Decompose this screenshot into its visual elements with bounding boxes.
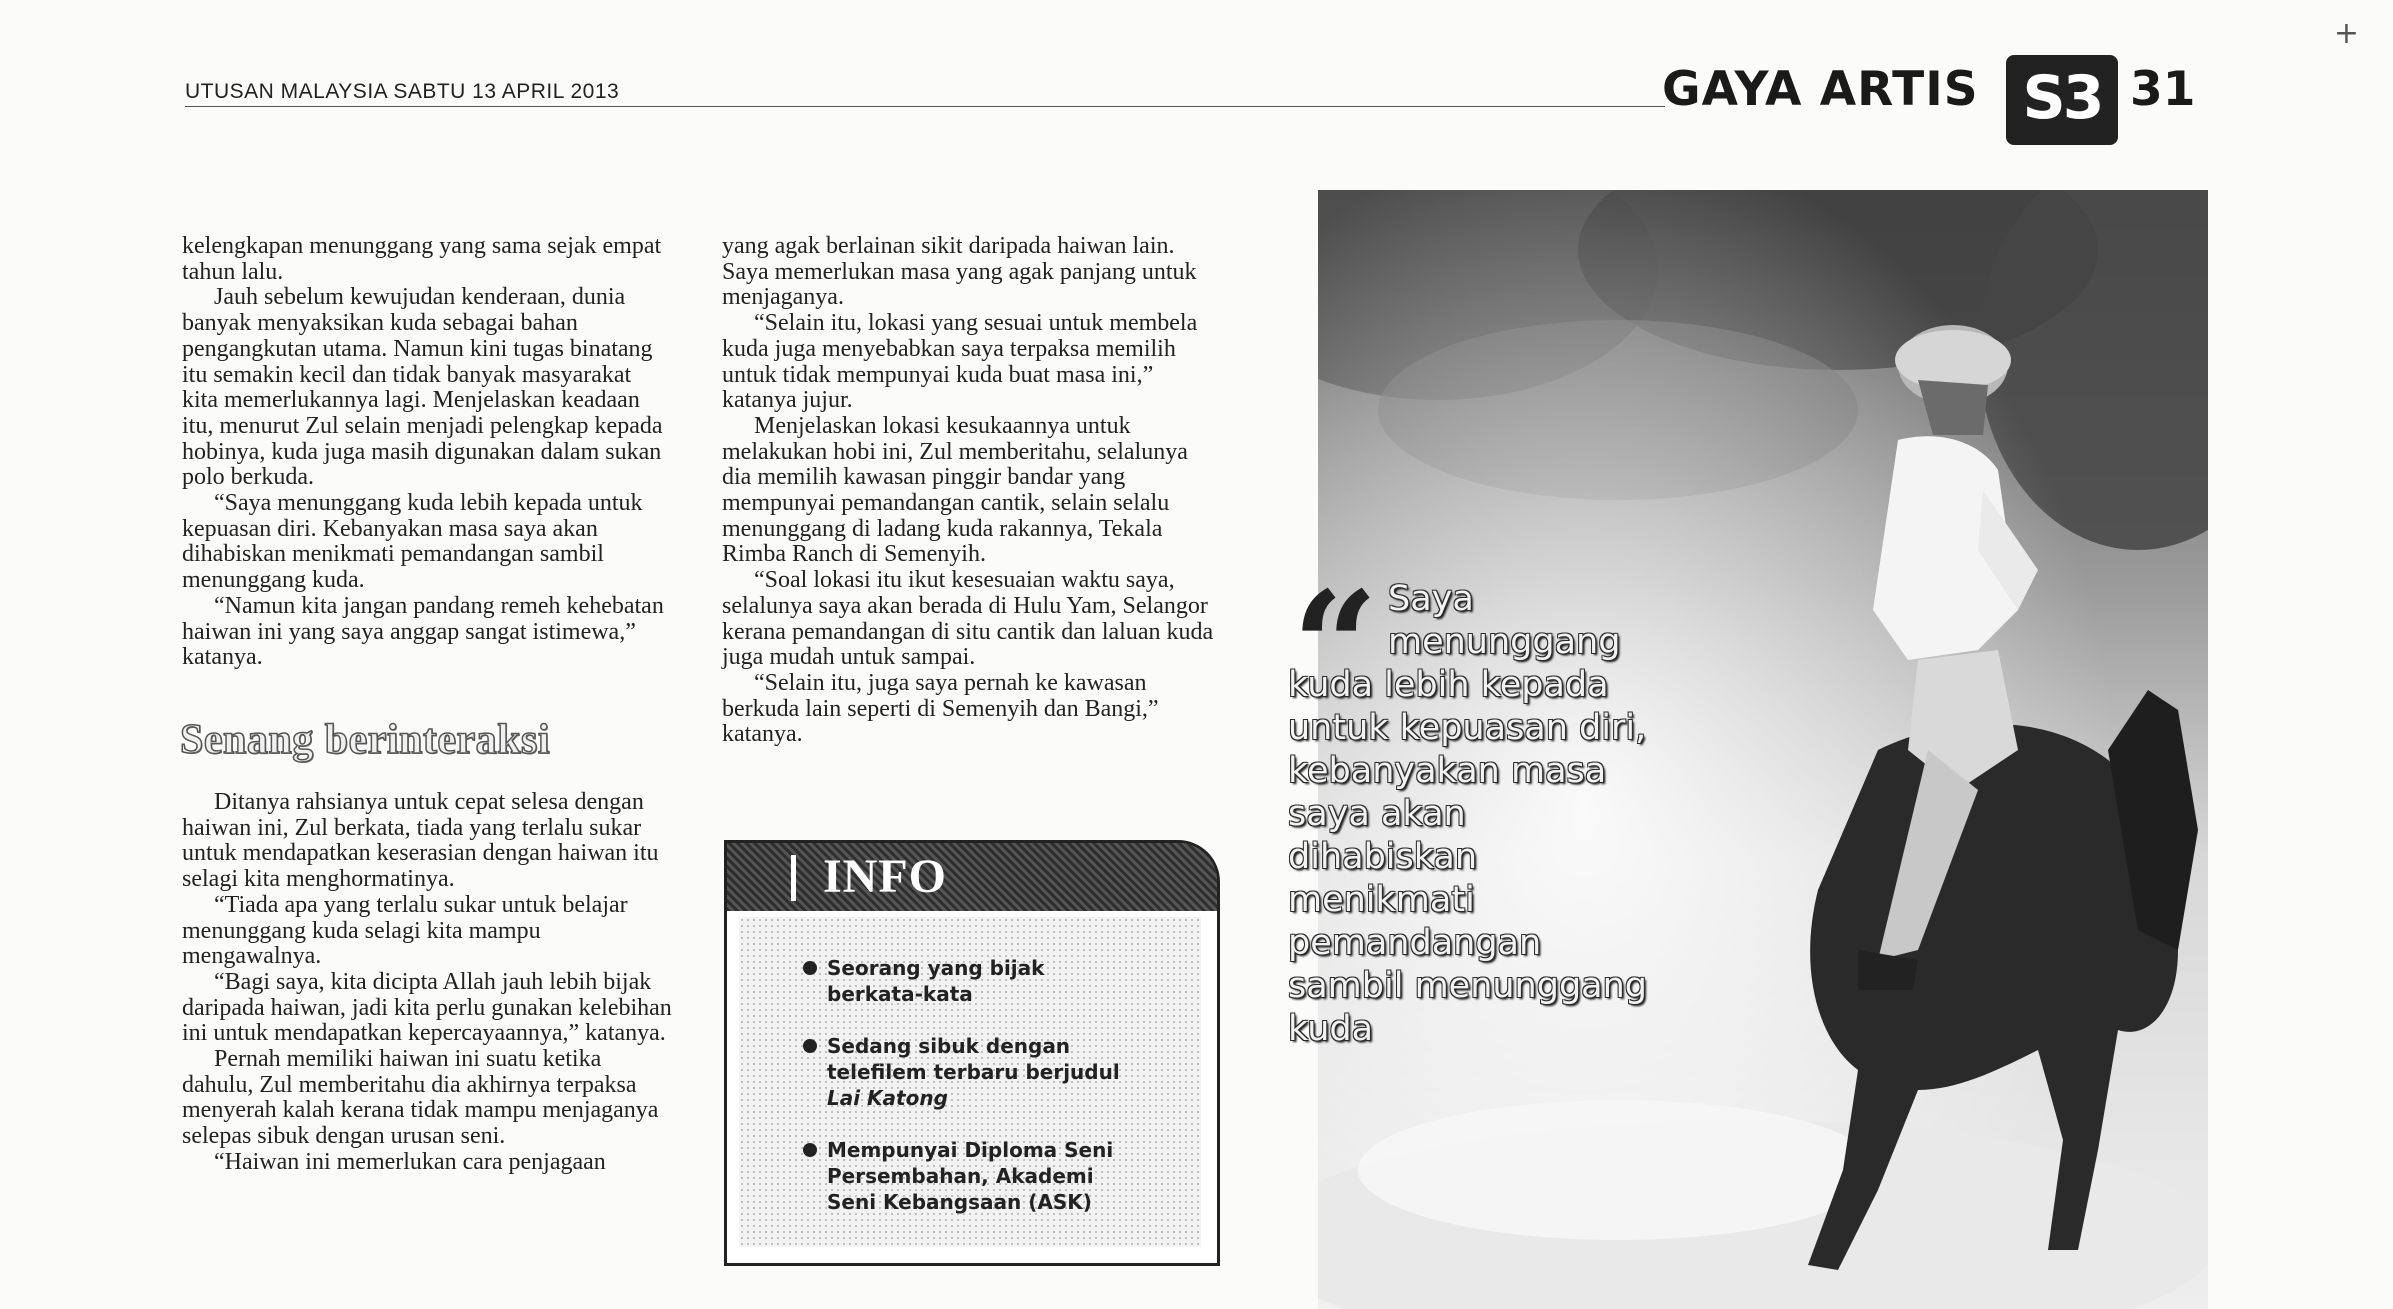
paragraph: Pernah memiliki haiwan ini suatu ketika dahulu, Zul memberitahu dia akhirnya terpaksa menyerah kalah kerana tidak mampu menjaganya selepas sibuk dengan urusan seni.: [182, 1046, 659, 1150]
article-subheading: Senang berinteraksi: [180, 717, 551, 763]
page-number: 31: [2130, 62, 2196, 117]
paragraph: Ditanya rahsianya untuk cepat selesa dengan haiwan ini, Zul berkata, tiada yang terlalu sukar untuk mendapatkan keserasian dengan haiwan itu selagi kita menghormatinya.: [182, 789, 659, 893]
section-title: GAYA ARTIS: [1662, 62, 1979, 117]
paragraph: “Saya menunggang kuda lebih kepada untuk kepuasan diri. Kebanyakan masa saya akan dihabiskan menikmati pemandangan sambil menunggang kuda.: [182, 490, 643, 594]
paragraph: yang agak berlainan sikit daripada haiwan lain. Saya memerlukan masa yang agak panjang untuk menjaganya.: [722, 233, 1197, 311]
info-item-text: Seorang yang bijak berkata-kata: [827, 956, 1045, 1006]
paragraph: “Bagi saya, kita dicipta Allah jauh lebih bijak daripada haiwan, jadi kita perlu gunakan kelebihan ini untuk mendapatkan kepercayaannya,” katanya.: [182, 968, 672, 1047]
paragraph: “Tiada apa yang terlalu sukar untuk belajar menunggang kuda selagi kita mampu mengawalnya.: [182, 891, 628, 970]
info-item-text: Mempunyai Diploma Seni Persembahan, Akademi Seni Kebangsaan (ASK): [827, 1138, 1114, 1214]
info-box: [724, 840, 1220, 1266]
info-title: INFO: [823, 850, 947, 903]
info-header: [727, 843, 1217, 911]
bullet-icon: [803, 1143, 817, 1157]
info-item: [827, 955, 1127, 1007]
bullet-icon: [803, 1039, 817, 1053]
info-item: [827, 1137, 1127, 1215]
paragraph: “Haiwan ini memerlukan cara penjagaan: [214, 1148, 606, 1175]
paragraph: kelengkapan menunggang yang sama sejak empat tahun lalu.: [182, 233, 662, 285]
info-divider: [791, 855, 796, 901]
publication-date: UTUSAN MALAYSIA SABTU 13 APRIL 2013: [185, 80, 620, 103]
pull-quote-text: kuda lebih kepada untuk kepuasan diri, kebanyakan masa saya akan dihabiskan menikmati pemandangan sambil menunggang kuda: [1288, 665, 1648, 1049]
quote-mark-icon: “: [1292, 559, 1379, 735]
article-column-2: [722, 234, 1217, 748]
info-item-text: Sedang sibuk dengan telefilem terbaru berjudul: [827, 1034, 1120, 1084]
bullet-icon: [803, 961, 817, 975]
header-rule: [185, 106, 1665, 107]
paragraph: Menjelaskan lokasi kesukaannya untuk melakukan hobi ini, Zul memberitahu, selalunya dia memilih kawasan pinggir bandar yang mempunyai pemandangan cantik, selain selalu menunggang di ladang kuda rakannya, Tekala Rimba Ranch di Semenyih.: [722, 412, 1188, 568]
registration-mark-icon: +: [2333, 16, 2359, 51]
section-badge: S3: [2006, 55, 2118, 145]
article-column-1: [182, 234, 672, 671]
paragraph: “Soal lokasi itu ikut kesesuaian waktu saya, selalunya saya akan berada di Hulu Yam, Selangor kerana pemandangan di situ cantik dan laluan kuda juga mudah untuk sampai.: [722, 567, 1214, 671]
article-column-1-continued: [182, 790, 672, 1176]
pull-quote-first-line: Saya menunggang: [1388, 579, 1621, 662]
paragraph: “Namun kita jangan pandang remeh kehebatan haiwan ini yang saya anggap sangat istimewa,” katanya.: [182, 592, 664, 671]
paragraph: “Selain itu, lokasi yang sesuai untuk membela kuda juga menyebabkan saya terpaksa memilih untuk tidak mempunyai kuda buat masa ini,” katanya jujur.: [722, 310, 1198, 414]
paragraph: “Selain itu, juga saya pernah ke kawasan berkuda lain seperti di Semenyih dan Bangi,” katanya.: [722, 669, 1159, 748]
paragraph: Jauh sebelum kewujudan kenderaan, dunia banyak menyaksikan kuda sebagai bahan pengangkutan utama. Namun kini tugas binatang itu semakin kecil dan tidak banyak masyarakat kita memerlukannya lagi. Menjelaskan keadaan itu, menurut Zul selain menjadi pelengkap kepada hobinya, kuda juga masih digunakan dalam sukan polo berkuda.: [182, 284, 663, 491]
info-item-italic: Lai Katong: [827, 1086, 948, 1110]
info-item: [827, 1033, 1127, 1111]
